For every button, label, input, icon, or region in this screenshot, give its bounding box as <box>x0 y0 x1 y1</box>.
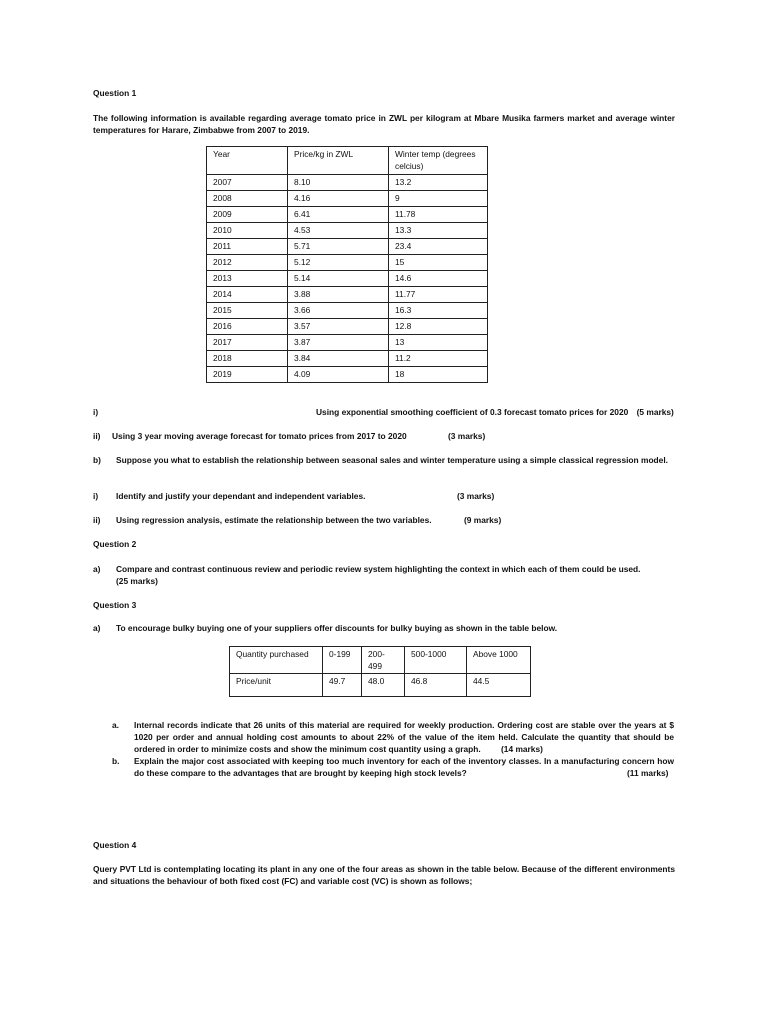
q2-heading: Question 2 <box>93 539 137 549</box>
q3-label: a) <box>93 623 101 633</box>
cell-temp: 16.3 <box>389 303 488 319</box>
cell-price: 3.88 <box>288 287 389 303</box>
cell-year: 2013 <box>207 271 288 287</box>
cell-year: 2014 <box>207 287 288 303</box>
q1-part-b1-label: i) <box>93 491 99 501</box>
q3-question: To encourage bulky buying one of your suppliers offer discounts for bulky buying as shown in the table below. <box>116 623 558 633</box>
cell-price: 6.41 <box>288 207 389 223</box>
table-row <box>207 319 488 335</box>
cell-year: 2010 <box>207 223 288 239</box>
cell-temp: 14.6 <box>389 271 488 287</box>
q2-question: Compare and contrast continuous review and periodic review system highlighting the context in which each of them could be used. <box>116 564 641 574</box>
table-row <box>207 175 488 191</box>
cell-price: 5.12 <box>288 255 389 271</box>
cell-temp: 18 <box>389 367 488 383</box>
q1-part2-label: ii) <box>93 431 101 441</box>
cell-price: 3.87 <box>288 335 389 351</box>
cell-year: 2008 <box>207 191 288 207</box>
cell-temp: 11.77 <box>389 287 488 303</box>
cell-year: 2015 <box>207 303 288 319</box>
cell-temp: 12.8 <box>389 319 488 335</box>
q1-part-b2-question: Using regression analysis, estimate the relationship between the two variables. <box>116 515 432 525</box>
cell-year: 2017 <box>207 335 288 351</box>
cell-temp: 13.2 <box>389 175 488 191</box>
cell-temp: 9 <box>389 191 488 207</box>
header-quantity: Quantity purchased <box>230 647 323 674</box>
cell-temp: 13 <box>389 335 488 351</box>
cell-temp: 15 <box>389 255 488 271</box>
q4-intro: Query PVT Ltd is contemplating locating its plant in any one of the four areas as shown in the table below. Because of the different environments and situations the behaviour of both fixed cost (FC) and variable cost (VC) is shown as follows; <box>93 864 675 886</box>
cell-year: 2018 <box>207 351 288 367</box>
q2-label: a) <box>93 564 101 574</box>
cell-year: 2012 <box>207 255 288 271</box>
q3-sub-a-question <box>134 719 674 755</box>
q1-part1-question: Using exponential smoothing coefficient of 0.3 forecast tomato prices for 2020 <box>316 407 629 417</box>
cell-temp: 11.78 <box>389 207 488 223</box>
q1-part-b1-marks: (3 marks) <box>457 491 495 501</box>
q1-part2-marks: (3 marks) <box>448 431 486 441</box>
cell-price-label: Price/unit <box>230 674 323 697</box>
header-range-3: 500-1000 <box>405 647 467 674</box>
q3-sub-b-question: Explain the major cost associated with keeping too much inventory for each of the inventory classes. In a manufacturing concern how do these compare to the advantages that are brought by keeping high stock levels? <box>134 756 674 778</box>
cell-year: 2016 <box>207 319 288 335</box>
header-range-1: 0-199 <box>323 647 362 674</box>
cell-year: 2019 <box>207 367 288 383</box>
cell-year: 2007 <box>207 175 288 191</box>
table-row <box>207 287 488 303</box>
table-row <box>207 367 488 383</box>
q1-part1-label: i) <box>93 407 99 417</box>
table-row <box>207 271 488 287</box>
q3-sub-a-marks: (14 marks) <box>501 744 543 754</box>
q3-sub-b-label: b. <box>112 756 120 766</box>
q1-part-b-label: b) <box>93 455 101 465</box>
header-year: Year <box>207 147 288 175</box>
q1-part-b2-marks: (9 marks) <box>464 515 502 525</box>
cell-year: 2009 <box>207 207 288 223</box>
cell-price: 48.0 <box>362 674 405 697</box>
table-row <box>207 335 488 351</box>
cell-price: 5.14 <box>288 271 389 287</box>
table-header-row <box>207 147 488 175</box>
q1-part1-text <box>316 406 674 418</box>
table-row <box>207 191 488 207</box>
cell-price: 4.53 <box>288 223 389 239</box>
cell-temp: 11.2 <box>389 351 488 367</box>
table-row <box>207 223 488 239</box>
q1-part1-marks: (5 marks) <box>636 407 674 417</box>
table-row <box>230 674 531 697</box>
table-row <box>207 255 488 271</box>
table-row <box>207 351 488 367</box>
q1-intro: The following information is available regarding average tomato price in ZWL per kilogram at Mbare Musika farmers market and average winter temperatures for Harare, Zimbabwe from 2007 to 2019. <box>93 113 675 135</box>
q3-sub-b-marks: (11 marks) <box>627 768 669 778</box>
header-temp: Winter temp (degrees celcius) <box>389 147 488 175</box>
cell-price: 3.57 <box>288 319 389 335</box>
q4-heading: Question 4 <box>93 840 137 850</box>
table-row <box>207 303 488 319</box>
q2-marks: (25 marks) <box>116 576 158 586</box>
q1-heading: Question 1 <box>93 88 137 98</box>
cell-price: 49.7 <box>323 674 362 697</box>
q3-sub-a-text: Internal records indicate that 26 units of this material are required for weekly production. Ordering cost are stable over the years at $ 1020 per order and annual holding cost amounts to about 22% of the value of the item held. Calculate the quantity that should be ordered in order to minimize costs and show the minimum cost quantity using a graph. <box>134 720 674 754</box>
table-header-row <box>230 647 531 674</box>
cell-price: 44.5 <box>467 674 531 697</box>
q1-part-b2-label: ii) <box>93 515 101 525</box>
q3-heading: Question 3 <box>93 600 137 610</box>
cell-price: 8.10 <box>288 175 389 191</box>
cell-price: 3.66 <box>288 303 389 319</box>
cell-price: 3.84 <box>288 351 389 367</box>
cell-price: 4.09 <box>288 367 389 383</box>
cell-temp: 23.4 <box>389 239 488 255</box>
cell-price: 4.16 <box>288 191 389 207</box>
table-row <box>207 239 488 255</box>
header-price: Price/kg in ZWL <box>288 147 389 175</box>
tomato-price-table <box>206 146 488 383</box>
cell-price: 5.71 <box>288 239 389 255</box>
q1-part-b-question: Suppose you what to establish the relationship between seasonal sales and winter temperature using a simple classical regression model. <box>116 455 668 465</box>
cell-price: 46.8 <box>405 674 467 697</box>
header-range-2: 200-499 <box>362 647 405 674</box>
cell-year: 2011 <box>207 239 288 255</box>
q1-part2-question: Using 3 year moving average forecast for tomato prices from 2017 to 2020 <box>112 431 407 441</box>
cell-temp: 13.3 <box>389 223 488 239</box>
table-row <box>207 207 488 223</box>
header-range-4: Above 1000 <box>467 647 531 674</box>
discount-table <box>229 646 531 697</box>
q1-part-b1-question: Identify and justify your dependant and independent variables. <box>116 491 366 501</box>
q3-sub-a-label: a. <box>112 720 119 730</box>
